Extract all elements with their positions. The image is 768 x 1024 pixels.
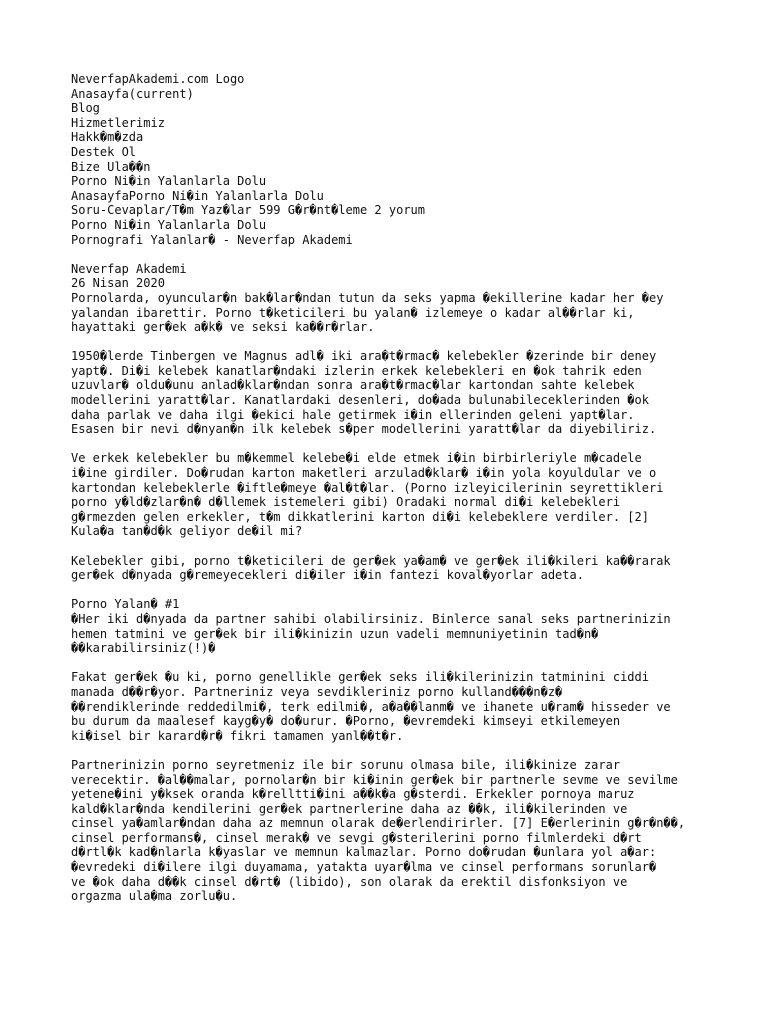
featured-image-alt-text: Pornografi Yalanlar� - Neverfap Akademi [71, 232, 353, 247]
paragraph-reality [71, 670, 751, 743]
spacer [71, 247, 751, 262]
text-line: �Her iki d�nyada da partner sahibi olabilirsiniz. Binlerce sanal seks partnerinizin [71, 611, 671, 626]
spacer [71, 743, 751, 758]
text-line: Esasen bir nevi d�nyan�n ilk kelebek s�per modellerini yaratt�lar da diyebiliriz. [71, 422, 657, 437]
site-logo-alt-text[interactable]: NeverfapAkademi.com Logo [71, 72, 245, 86]
text-line: cinsel ya�amlar�ndan daha az memnun olarak de�erlendirirler. [7] E�erlerinin g�r�n��, [71, 816, 686, 831]
paragraph-butterflies [71, 451, 751, 539]
post-meta: Soru-Cevaplar/T�m Yaz�lar 599 G�r�nt�leme 2 yorum [71, 203, 426, 218]
text-line: daha parlak ve daha ilgi �ekici hale getirmek i�in ellerinden geleni yapt�lar. [71, 407, 635, 422]
nav-link-services[interactable]: Hizmetlerimiz [71, 115, 165, 130]
text-line: Fakat ger�ek �u ki, porno genellikle ger�ek seks ili�kilerinizin tatminini ciddi [71, 670, 649, 685]
spacer [71, 437, 751, 452]
paragraph-experiment [71, 349, 751, 437]
nav-link-contact[interactable]: Bize Ula��n [71, 159, 151, 174]
author-name[interactable]: Neverfap Akademi [71, 261, 187, 276]
nav-link-support[interactable]: Destek Ol [71, 144, 137, 159]
text-line: orgazma ula�ma zorlu�u. [71, 889, 238, 904]
text-line: modellerini yaratt�lar. Kanatlardaki desenleri, do�ada bulunabileceklerinden �ok [71, 393, 649, 408]
post-title: Porno Ni�in Yalanlarla Dolu [71, 217, 267, 232]
text-line: hayattaki ger�ek a�k� ve seksi ka��r�rlar. [71, 320, 375, 335]
lie-quote [71, 612, 751, 656]
spacer [71, 656, 751, 671]
text-line: ve �ok daha d��k cinsel d�rt� (libido), son olarak da erektil disfonksiyon ve [71, 874, 628, 889]
text-line: i�ine girdiler. Do�rudan karton maketleri arzulad�klar� i�in yola koyuldular ve o [71, 466, 657, 481]
text-line: hemen tatmini ve ger�ek bir ili�kinizin uzun vadeli memnuniyetinin tad�n� [71, 626, 599, 641]
text-line: Kelebekler gibi, porno t�keticileri de ger�ek ya�am� ve ger�ek ili�kileri ka��rarak [71, 553, 671, 568]
nav-link-blog[interactable]: Blog [71, 101, 100, 116]
spacer [71, 583, 751, 598]
text-line: ��rendiklerinde reddedilmi�, terk edilmi�, a�a��lanm� ve ihanete u�ram� hisseder ve [71, 699, 671, 714]
text-line: �evredeki di�ilere ilgi duyamama, yatakta uyar�lma ve cinsel performans sorunlar� [71, 860, 657, 875]
text-line: 1950�lerde Tinbergen ve Magnus adl� iki ara�t�rmac� kelebekler �zerinde bir deney [71, 349, 657, 364]
text-line: manada d��r�yor. Partneriniz veya sevdikleriniz porno kulland���n�z� [71, 684, 563, 699]
text-line: yapt�. Di�i kelebek kanatlar�ndaki izlerin erkek kelebekleri en �ok tahrik eden [71, 363, 642, 378]
nav-link-about[interactable]: Hakk�m�zda [71, 130, 144, 145]
paragraph-studies [71, 758, 751, 904]
text-line: ger�ek d�nyada g�remeyecekleri di�iler i�in fantezi koval�yorlar adeta. [71, 568, 584, 583]
text-line: ki�isel bir karard�r� fikri tamamen yanl��t�r. [71, 728, 404, 743]
text-line: Kula�a tan�d�k geliyor de�il mi? [71, 524, 303, 539]
text-line: ��karabilirsiniz(!)� [71, 641, 216, 656]
paragraph-comparison [71, 554, 751, 583]
text-line: Partnerinizin porno seyretmeniz ile bir sorunu olmasa bile, ili�kinize zarar [71, 757, 621, 772]
text-line: yalandan ibarettir. Porno t�keticileri bu yalan� izlemeye o kadar al��rlar ki, [71, 305, 635, 320]
text-line: verecektir. �al��malar, pornolar�n bir ki�inin ger�ek bir partnerle sevme ve sevilme [71, 772, 678, 787]
text-line: cinsel performans�, cinsel merak� ve sevgi g�sterilerini porno filmlerdeki d�rt [71, 830, 642, 845]
text-line: g�rmezden gelen erkekler, t�m dikkatlerini karton di�i kelebeklere verdiler. [2] [71, 509, 649, 524]
section-heading: Porno Yalan� #1 [71, 597, 180, 612]
breadcrumb[interactable]: AnasayfaPorno Ni�in Yalanlarla Dolu [71, 188, 324, 203]
text-line: kald�klar�nda kendilerini ger�ek partnerlerine daha az ��k, ili�kilerinden ve [71, 801, 628, 816]
spacer [71, 335, 751, 350]
page-content [71, 72, 751, 904]
text-line: kartondan kelebeklerle �iftle�meye �al�t�lar. (Porno izleyicilerinin seyrettikleri [71, 480, 664, 495]
page-title: Porno Ni�in Yalanlarla Dolu [71, 174, 267, 189]
paragraph-intro [71, 291, 751, 335]
text-line: bu durum da maalesef kayg�y� do�urur. �Porno, �evremdeki kimseyi etkilemeyen [71, 714, 621, 729]
text-line: yetene�ini y�ksek oranda k�relltti�ini a��k�a g�sterdi. Erkekler pornoya maruz [71, 787, 635, 802]
text-line: d�rtl�k kad�nlarla k�yaslar ve memnun kalmazlar. Porno do�rudan �unlara yol a�ar: [71, 845, 657, 860]
post-date: 26 Nisan 2020 [71, 276, 165, 291]
text-line: porno y�ld�zlar�n� d�llemek istemeleri gibi) Oradaki normal di�i kelebekleri [71, 495, 621, 510]
text-line: uzuvlar� oldu�unu anlad�klar�ndan sonra ara�t�rmac�lar kartondan sahte kelebek [71, 378, 635, 393]
nav-link-home[interactable]: Anasayfa(current) [71, 86, 194, 101]
text-line: Pornolarda, oyuncular�n bak�lar�ndan tutun da seks yapma �ekillerine kadar her �ey [71, 290, 664, 305]
spacer [71, 539, 751, 554]
text-line: Ve erkek kelebekler bu m�kemmel kelebe�i elde etmek i�in birbirleriyle m�cadele [71, 451, 642, 466]
